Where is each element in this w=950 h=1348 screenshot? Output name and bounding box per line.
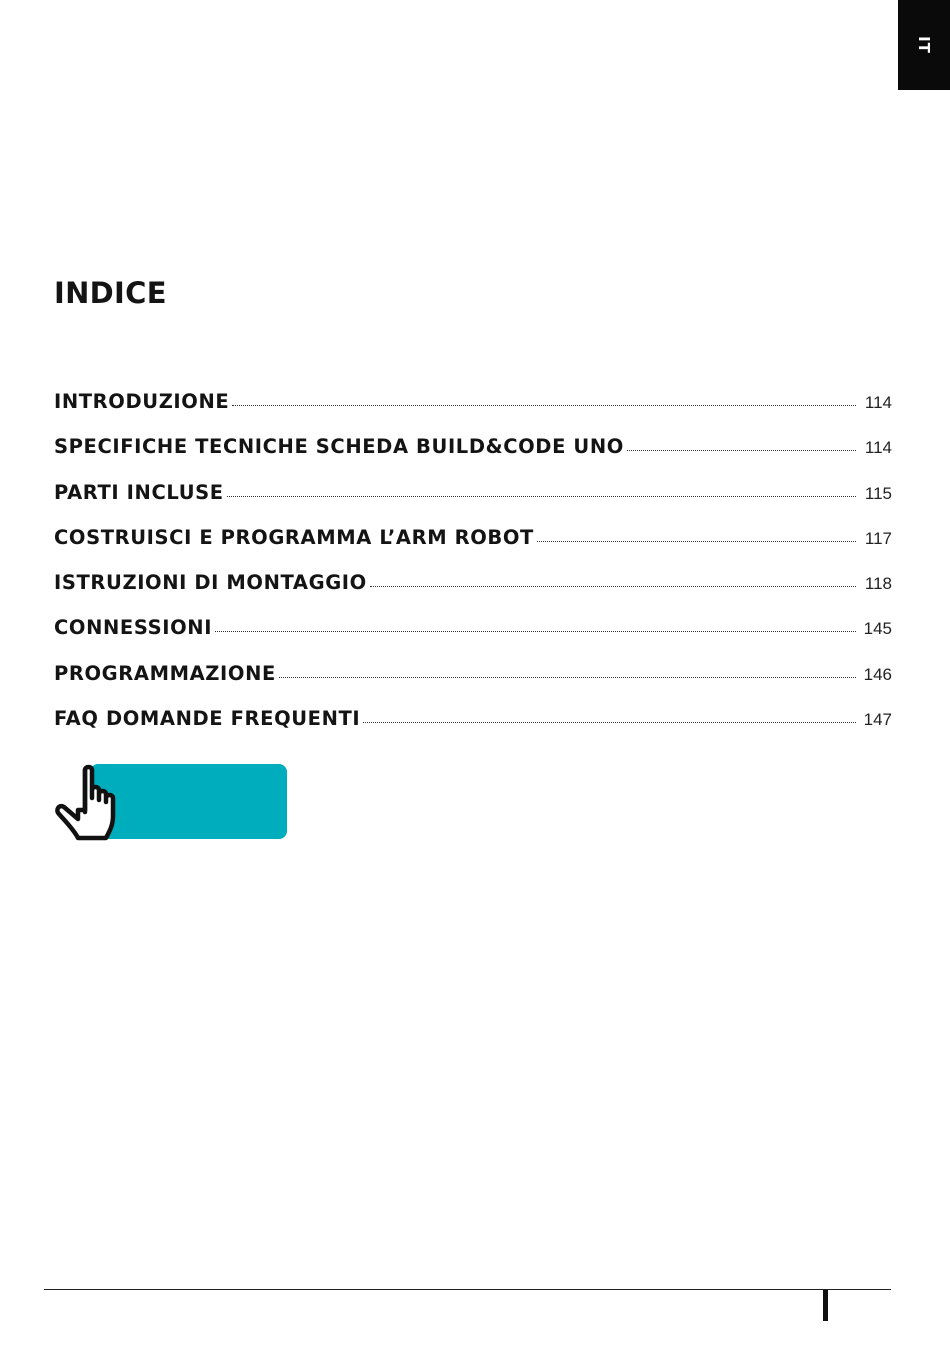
toc-leader-dots xyxy=(370,585,856,587)
toc-leader-dots xyxy=(627,449,856,451)
toc-item-label: FAQ DOMANDE FREQUENTI xyxy=(54,707,361,731)
language-tab-label: IT xyxy=(914,36,933,54)
toc-leader-dots xyxy=(537,540,856,542)
toc-item-label: PROGRAMMAZIONE xyxy=(54,661,276,685)
toc-leader-dots xyxy=(363,721,856,723)
toc-leader-dots xyxy=(279,676,856,678)
footer-page-mark xyxy=(823,1290,828,1321)
pointer-button[interactable] xyxy=(54,764,287,840)
toc-item-label: CONNESSIONI xyxy=(54,616,213,640)
toc-item-label: ISTRUZIONI DI MONTAGGIO xyxy=(54,571,367,595)
toc-item-programmazione[interactable] xyxy=(54,662,892,707)
toc-item-page: 117 xyxy=(864,528,892,548)
toc-item-specifiche[interactable] xyxy=(54,435,892,480)
toc-item-page: 115 xyxy=(864,483,892,503)
toc-item-costruisci[interactable] xyxy=(54,526,892,571)
toc-item-label: INTRODUZIONE xyxy=(54,390,230,413)
toc-item-label: SPECIFICHE TECNICHE SCHEDA BUILD&CODE UNO xyxy=(54,435,624,459)
toc-leader-dots xyxy=(227,495,856,497)
table-of-contents xyxy=(54,390,892,752)
toc-item-page: 118 xyxy=(864,574,892,594)
toc-item-istruzioni[interactable] xyxy=(54,571,892,616)
language-tab xyxy=(898,0,950,90)
toc-item-faq[interactable] xyxy=(54,707,892,752)
toc-leader-dots xyxy=(215,630,856,632)
toc-item-page: 114 xyxy=(864,393,892,412)
toc-item-parti-incluse[interactable] xyxy=(54,481,892,526)
toc-leader-dots xyxy=(232,404,856,406)
toc-item-label: COSTRUISCI E PROGRAMMA L’ARM ROBOT xyxy=(54,525,534,549)
toc-item-label: PARTI INCLUSE xyxy=(54,480,224,504)
toc-item-page: 147 xyxy=(863,710,892,730)
page-title: INDICE xyxy=(54,276,167,310)
toc-item-page: 114 xyxy=(864,438,892,458)
toc-item-introduzione[interactable] xyxy=(54,390,892,435)
toc-item-connessioni[interactable] xyxy=(54,616,892,661)
toc-item-page: 146 xyxy=(863,664,892,684)
footer-rule xyxy=(44,1289,891,1290)
hand-pointer-icon xyxy=(54,764,124,842)
toc-item-page: 145 xyxy=(863,619,892,639)
